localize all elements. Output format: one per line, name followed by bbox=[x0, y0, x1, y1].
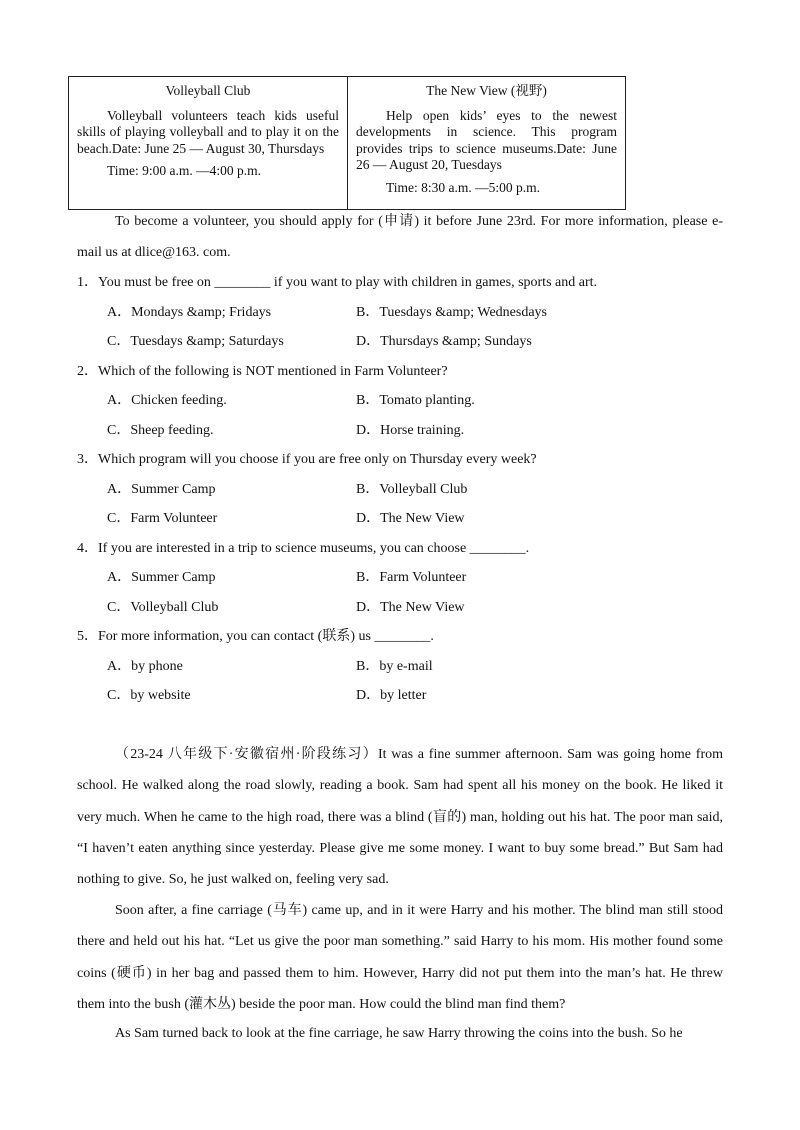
question-number: 4． bbox=[77, 541, 98, 556]
option-b: B．Tuesdays &amp; Wednesdays bbox=[356, 305, 547, 320]
program-time: Time: 8:30 a.m. —5:00 p.m. bbox=[386, 179, 541, 195]
question-4 bbox=[77, 540, 529, 558]
story-paragraph-1: （23-24 八年级下·安徽宿州·阶段练习）It was a fine summer afternoon. Sam was going home from school. He walked along the road slowly, reading a book. Sam had spent all his money on the book. He liked it very much. When he came to the high road, there was a blind (盲的) man, holding out his hat. The poor man said, “I haven’t eaten anything since yesterday. Please give me some money. I want to buy some bread.” But Sam had nothing to give. So, he just walked on, feeling very sad. bbox=[77, 747, 723, 888]
question-text: For more information, you can contact (联系) us ________. bbox=[98, 629, 434, 644]
program-description: Volleyball volunteers teach kids useful skills of playing volleyball and to play it on the beach.Date: June 25 — August 30, Thursdays bbox=[77, 107, 339, 156]
program-cell-new-view bbox=[347, 77, 625, 209]
option-d: D．The New View bbox=[356, 511, 465, 526]
option-c: C．by website bbox=[107, 688, 191, 703]
question-3 bbox=[77, 451, 537, 469]
program-time: Time: 9:00 a.m. —4:00 p.m. bbox=[107, 163, 262, 178]
option-c: C．Farm Volunteer bbox=[107, 511, 218, 526]
option-a: A．Mondays &amp; Fridays bbox=[107, 305, 272, 320]
story-paragraph-2: Soon after, a fine carriage (马车) came up, and in it were Harry and his mother. The blind man still stood there and held out his hat. “Let us give the poor man something.” said Harry to his mom. His mother found some coins (硬币) in her bag and passed them to him. However, Harry did not put them into the man’s hat. He threw them into the bush (灌木丛) beside the poor man. How could the blind man find them? bbox=[77, 903, 723, 1012]
question-number: 3． bbox=[77, 452, 98, 467]
option-b: B．Tomato planting. bbox=[356, 393, 475, 408]
option-d: D．by letter bbox=[356, 688, 427, 703]
option-b: B．by e-mail bbox=[356, 659, 433, 674]
question-1 bbox=[77, 274, 597, 292]
option-c: C．Sheep feeding. bbox=[107, 423, 214, 438]
question-text: Which program will you choose if you are free only on Thursday every week? bbox=[98, 452, 537, 467]
question-2 bbox=[77, 363, 448, 381]
program-cell-volleyball-club bbox=[69, 77, 347, 209]
question-text: If you are interested in a trip to science museums, you can choose ________. bbox=[98, 541, 530, 556]
question-5 bbox=[77, 628, 434, 646]
story-paragraph-3: As Sam turned back to look at the fine carriage, he saw Harry throwing the coins into the bush. So he bbox=[115, 1026, 683, 1041]
option-d: D．Horse training. bbox=[356, 423, 465, 438]
option-a: A．Summer Camp bbox=[107, 482, 216, 497]
apply-note: To become a volunteer, you should apply for (申请) it before June 23rd. For more information, please e-mail us at dlice@163. com. bbox=[77, 214, 723, 261]
option-b: B．Farm Volunteer bbox=[356, 570, 467, 585]
option-b: B．Volleyball Club bbox=[356, 482, 468, 497]
program-table bbox=[68, 76, 626, 210]
program-title: The New View (视野) bbox=[426, 83, 547, 98]
option-a: A．Chicken feeding. bbox=[107, 393, 227, 408]
option-d: D．Thursdays &amp; Sundays bbox=[356, 334, 532, 349]
option-a: A．by phone bbox=[107, 659, 183, 674]
program-title: Volleyball Club bbox=[165, 83, 251, 98]
question-text: Which of the following is NOT mentioned in Farm Volunteer? bbox=[98, 364, 448, 379]
question-number: 1． bbox=[77, 275, 98, 290]
question-number: 2． bbox=[77, 364, 98, 379]
question-text: You must be free on ________ if you want to play with children in games, sports and art. bbox=[98, 275, 598, 290]
program-description: Help open kids’ eyes to the newest developments in science. This program provides trips to science museums.Date: June 26 — August 20, Tuesdays bbox=[356, 107, 617, 172]
option-d: D．The New View bbox=[356, 600, 465, 615]
option-c: C．Volleyball Club bbox=[107, 600, 219, 615]
question-number: 5． bbox=[77, 629, 98, 644]
option-a: A．Summer Camp bbox=[107, 570, 216, 585]
option-c: C．Tuesdays &amp; Saturdays bbox=[107, 334, 284, 349]
